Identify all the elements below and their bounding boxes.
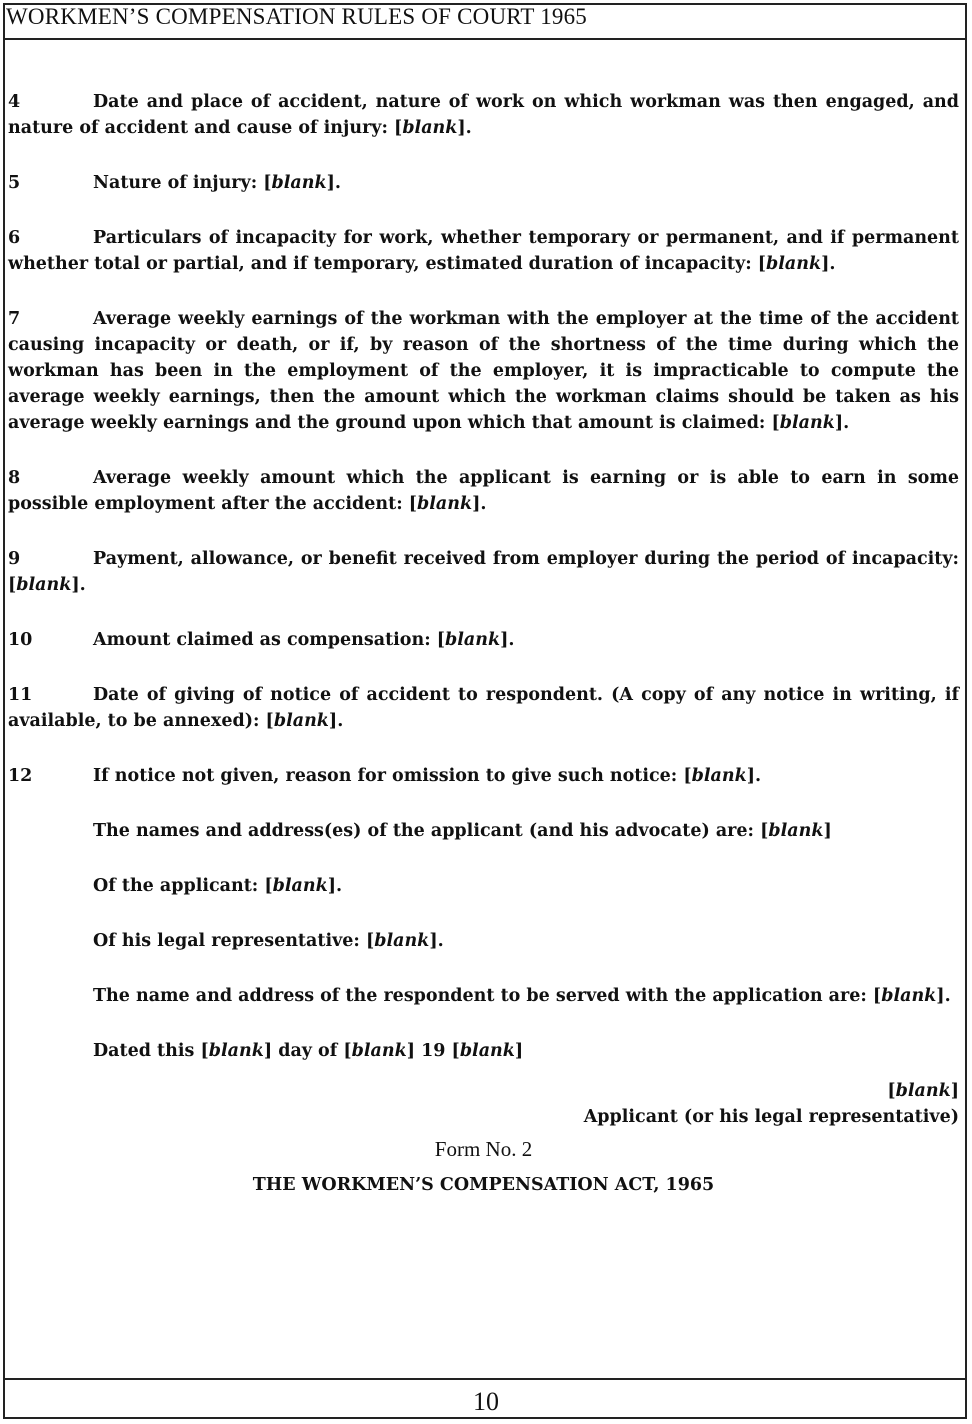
form-item-5: 5 Nature of injury: [blank]. [8,170,959,196]
form-item-10: 10 Amount claimed as compensation: [blank]. [8,627,959,653]
form-content [8,89,959,1198]
form-number: Form No. 2 [434,1137,533,1161]
form-item-7: 7 Average weekly earnings of the workman with the employer at the time of the accident causing incapacity or death, or if, by reason of the shortness of the time during which the workman has been in the employment of the employer, it is impracticable to compute the average weekly earnings, then the amount which the workman claims should be taken as his average weekly earnings and the ground upon which that amount is claimed: [blank]. [8,306,959,436]
blank-field: blank [271,173,327,193]
blank-field: blank [351,1041,407,1061]
item-text: Payment, allowance, or benefit received from employer during the period of incapacity: [93,549,959,569]
of-applicant-line: Of the applicant: [blank]. [93,876,343,896]
item-text: Amount claimed as compensation: [93,630,431,650]
blank-field: blank [691,766,747,786]
blank-field: blank [272,876,328,896]
item-text: Nature of injury: [93,173,258,193]
item-number: 7 [8,309,21,329]
item-text: Particulars of incapacity for work, whether temporary or permanent, and if permanent whether total or partial, and if temporary, estimated duration of incapacity: [8,228,959,274]
form-item-6: 6 Particulars of incapacity for work, whether temporary or permanent, and if permanent whether total or partial, and if temporary, estimated duration of incapacity: [blank]. [8,225,959,277]
form-item-9: 9 Payment, allowance, or benefit received from employer during the period of incapacity: [blank]. [8,546,959,598]
item-number: 8 [8,468,21,488]
blank-field: blank [402,118,458,138]
blank-field: blank [459,1041,515,1061]
item-number: 5 [8,173,21,193]
item-text: Date of giving of notice of accident to respondent. (A copy of any notice in writing, if available, to be annexed): [8,685,959,731]
blank-field: blank [881,986,937,1006]
item-text: Average weekly amount which the applicant is earning or is able to earn in some possible employment after the accident: [8,468,959,514]
signature-blank: [blank] [887,1081,959,1101]
page-number: 10 [473,1387,499,1416]
item-number: 4 [8,92,21,112]
blank-field: blank [766,254,822,274]
form-item-4: 4 Date and place of accident, nature of work on which workman was then engaged, and nature of accident and cause of injury: [blank]. [8,89,959,141]
blank-field: blank [374,931,430,951]
form-item-8: 8 Average weekly amount which the applicant is earning or is able to earn in some possible employment after the accident: [blank]. [8,465,959,517]
blank-field: blank [895,1081,951,1101]
blank-field: blank [779,413,835,433]
signature-label: Applicant (or his legal representative) [583,1107,959,1127]
footer-rule [3,1378,967,1380]
item-text: Date and place of accident, nature of work on which workman was then engaged, and nature of accident and cause of injury: [8,92,959,138]
act-title: THE WORKMEN’S COMPENSATION ACT, 1965 [252,1175,715,1195]
blank-field: blank [16,575,72,595]
of-legal-representative-line: Of his legal representative: [blank]. [93,931,444,951]
form-item-11: 11 Date of giving of notice of accident to respondent. (A copy of any notice in writing, if available, to be annexed): [blank]. [8,682,959,734]
form-item-12: 12 If notice not given, reason for omission to give such notice: [blank]. [8,763,959,789]
blank-field: blank [208,1041,264,1061]
item-text: Average weekly earnings of the workman with the employer at the time of the accident causing incapacity or death, or if, by reason of the shortness of the time during which the workman has been in the employment of the employer, it is impracticable to compute the average weekly earnings, then the amount which the workman claims should be taken as his average weekly earnings and the ground upon which that amount is claimed: [8,309,959,433]
header-rule [3,38,967,40]
blank-field: blank [417,494,473,514]
item-text: If notice not given, reason for omission to give such notice: [93,766,678,786]
names-addresses-line: The names and address(es) of the applicant (and his advocate) are: [blank] [93,821,832,841]
blank-field: blank [768,821,824,841]
page-header: WORKMEN’S COMPENSATION RULES OF COURT 1965 [6,4,588,29]
item-number: 6 [8,228,21,248]
item-number: 12 [8,766,33,786]
blank-field: blank [445,630,501,650]
item-number: 10 [8,630,33,650]
item-number: 9 [8,549,21,569]
item-number: 11 [8,685,33,705]
dated-line: Dated this [blank] day of [blank] 19 [blank] [93,1041,524,1061]
blank-field: blank [273,711,329,731]
respondent-line: The name and address of the respondent to be served with the application are: [blank]. [93,986,951,1006]
